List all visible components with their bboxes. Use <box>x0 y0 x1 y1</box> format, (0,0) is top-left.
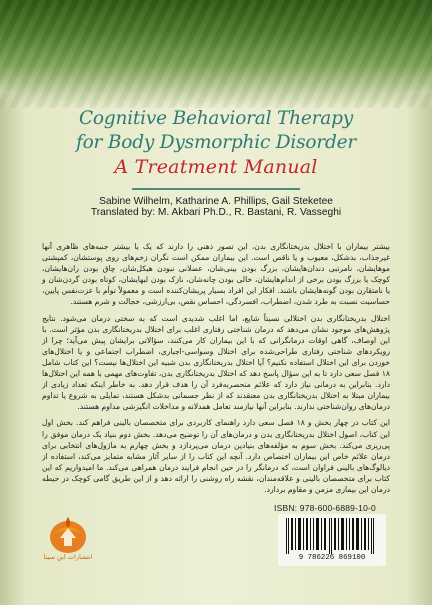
isbn-label: ISBN: 978-600-6889-10-0 <box>274 503 376 513</box>
description-paragraph-2: اختلال بدریختانگاری بدن اختلالی نسبتاً شایع، اما اغلب شدیدی است که به سختی درمان می‌شود. نتایج پژوهش‌های موجود نشان می‌دهد که درمان شناختی رفتاری اغلب برای اختلال بدریختانگاری بدن مؤثر است. با این اوصاف، گاهی اوقات درمانگرانی که با این بیماران کار می‌کنند، سؤالاتی برایشان پیش می‌آید؛ چرا از رویکردهای شناختی رفتاری طراحی‌شده برای اختلال وسواسی-اجباری، اضطراب اجتماعی و یا اختلال‌های خوردن برای این اختلال استفاده نکنیم؟ آیا اختلال بدریختانگاری بدن شبیه این اختلال‌ها نیست؟ این کتاب شامل ۱۸ فصل سعی دارد تا به این سؤال پاسخ دهد که اختلال بدریختانگاری بدن، تفاوت‌های مهمی با همه این اختلال‌ها دارد. بنابراین به درمانی نیاز دارد که علائم منحصربه‌فرد آن را هدف قرار دهد. به خاطر اینکه تعداد زیادی از بیماران مبتلا به اختلال بدریختانگاری بدن معتقدند که از نظر جسمانی بدشکل هستند، تمایلی به شروع یا تداوم درمان‌های روان‌شناختی ندارند. بنابراین آنها نیازمند تعامل همدلانه و مداخلات انگیزشی مداوم هستند. <box>42 313 390 412</box>
translators-line: Translated by: M. Akbari Ph.D., R. Bastani, R. Vasseghi <box>90 207 342 219</box>
description-text <box>42 241 390 500</box>
publisher-name: انتشارات ابن سینا <box>43 553 93 561</box>
barcode <box>278 514 386 566</box>
barcode-number: 9 786226 869100 <box>298 554 366 562</box>
title-divider <box>132 188 300 190</box>
credits <box>0 196 432 218</box>
title-line-2: for Body Dysmorphic Disorder <box>75 132 357 153</box>
description-paragraph-1: بیشتر بیماران با اختلال بدریختانگاری بدن، این تصور ذهنی را دارند که یک یا بیشتر جنبه‌های ظاهری آنها غیرجذاب، بدشکل، معیوب و یا ناقص است. این بیماران ممکن است نگران زخم‌های روی پوستشان، کمپشتی موهایشان، نامرتبی دندان‌هایشان، بزرگ بودن بینی‌شان، عضلانی نبودن هیکل‌شان، چاق بودن ران‌هایشان، کوچک یا بزرگ بودن برخی از اندام‌هایشان، خالی بودن چانه‌شان، نازک بودن لبهایشان، کوتاه بودن گردن‌شان و یا نامتقارن بودن گونه‌هایشان باشند. افکار این افراد بسیار پریشان‌کننده است و معمولاً توأم با عزت‌نفس پایین، حساسیت نسبت به طرد شدن، اضطراب، افسردگی، احساس نقص، بی‌ارزشی، خجالت و شرم هستند. <box>42 242 390 307</box>
authors-line: Sabine Wilhelm, Katharine A. Phillips, Gail Steketee <box>99 196 333 207</box>
description-paragraph-3: این کتاب در چهار بخش و ۱۸ فصل سعی دارد راهنمای کاربردی برای متخصصان بالینی فراهم کند. بخش اول این کتاب، اصول اختلال بدریختانگاری بدن و درمان‌های آن را توضیح می‌دهد. بخش دوم بنیاد یک درمان موفق را پی‌ریزی می‌کند. بخش سوم به مؤلفه‌های بنیادین درمان می‌پردازد و بخش چهارم به ماژول‌های انتخابی برای درمان علائم خاص این بیماران اختصاص دارد. آنچه این کتاب را از سایر آثار مشابه متمایز می‌کند، استفاده از دیالوگ‌های بالینی فراوان است، که درمانگر را در حین انجام فرایند درمان همراهی می‌کند. ما امیدواریم که این کتاب برای متخصصان بالینی و علاقه‌مندان، نقشه راه روشنی را ارائه دهد و از این طریق گامی کوچک در حیطه درمان این بیماری مزمن و مقاوم بردارد. <box>42 418 390 494</box>
title-line-1: Cognitive Behavioral Therapy <box>78 108 354 129</box>
book-title-block <box>0 107 432 179</box>
subtitle: A Treatment Manual <box>114 156 318 178</box>
barcode-bars <box>284 518 380 554</box>
top-decorative-band <box>0 0 432 108</box>
